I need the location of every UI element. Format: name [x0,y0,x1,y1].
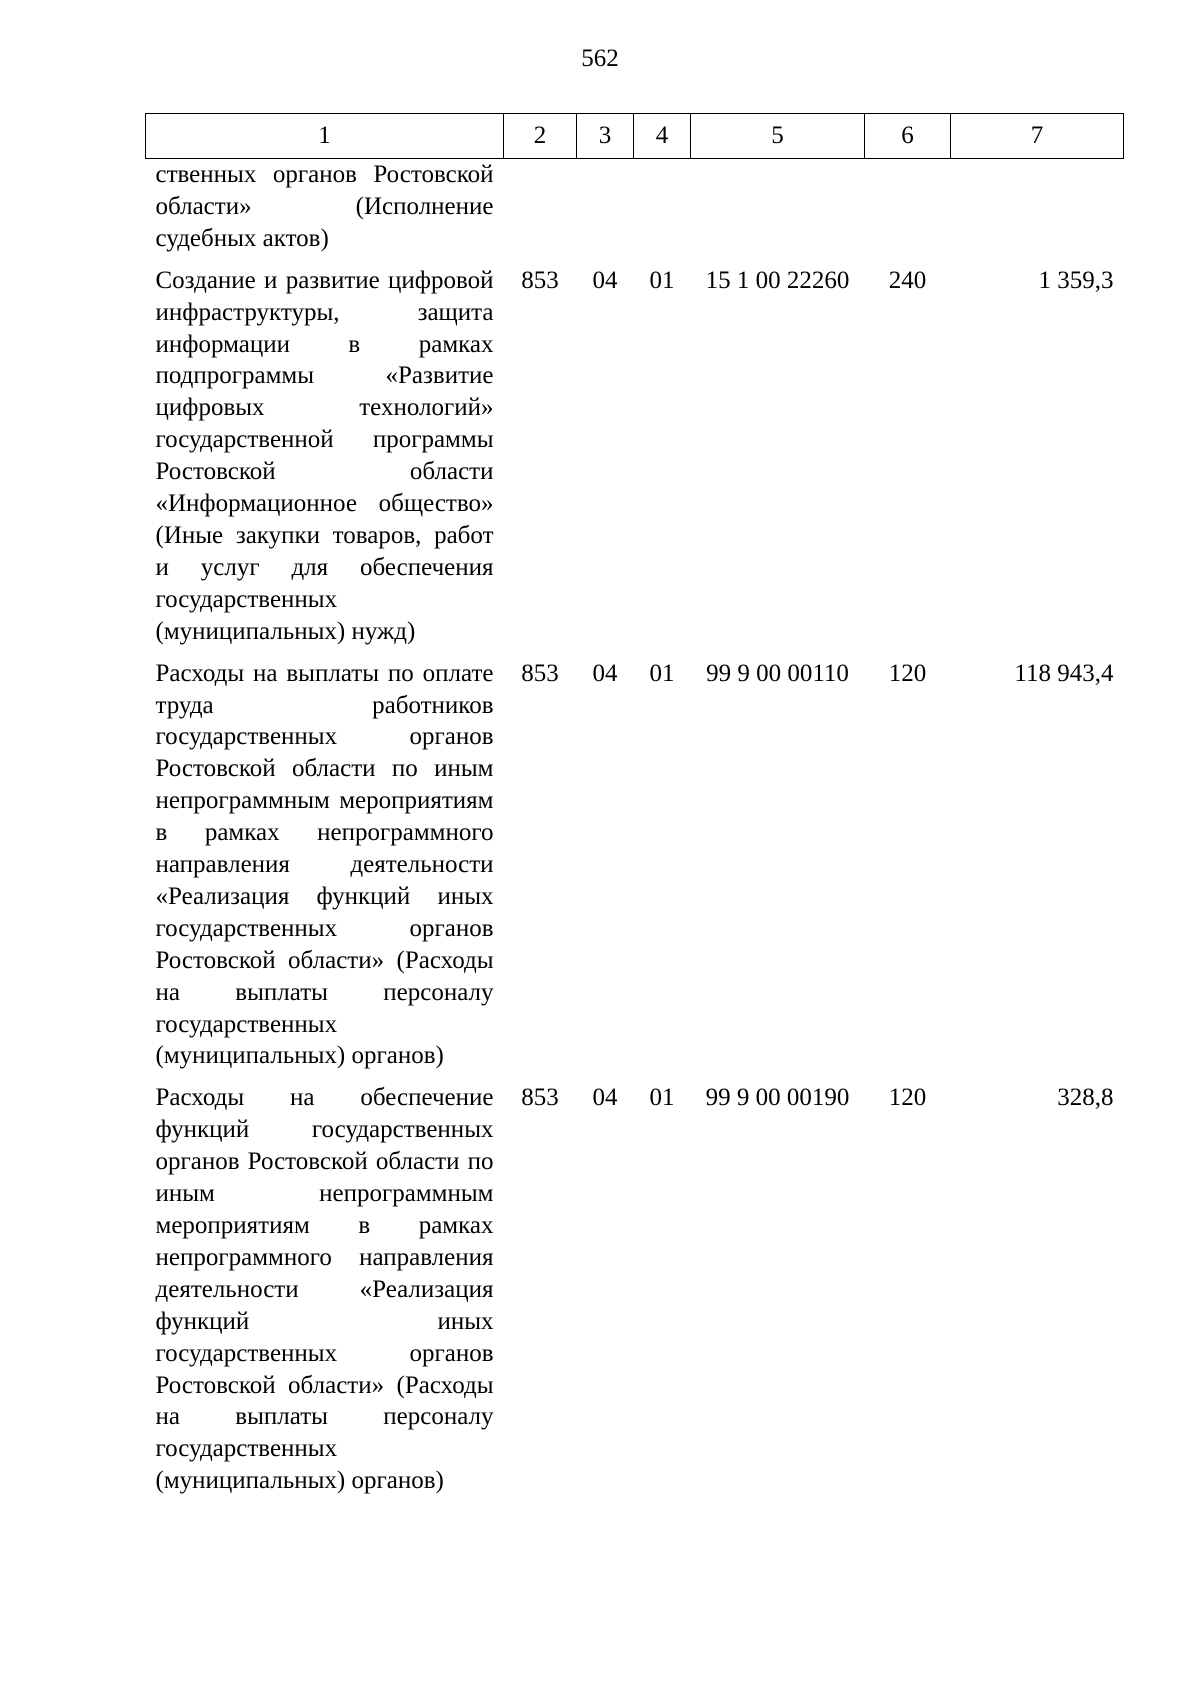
row-code-section: 04 [592,659,618,687]
row-description [146,159,504,255]
row-code-expense-type: 240 [888,266,927,294]
row-amount [951,159,1124,255]
row-code-expense-type: 120 [888,659,927,687]
row-code-target [691,159,865,255]
row-amount: 1 359,3 [1038,266,1114,294]
column-header-4: 4 [634,114,691,159]
row-description [146,648,504,1073]
row-amount: 118 943,4 [1014,659,1114,687]
table-row [146,648,1124,1073]
row-code-subsection: 01 [649,266,675,294]
column-header-2: 2 [504,114,577,159]
column-header-1: 1 [146,114,504,159]
column-header-7: 7 [951,114,1124,159]
column-header-3: 3 [577,114,634,159]
row-description [146,1072,504,1497]
page-number: 562 [581,45,619,72]
row-description [146,255,504,648]
row-code-ministry [504,159,577,255]
row-description-text: ственных органов Ростовской области» (Исполнение судебных актов) [155,161,494,252]
column-header-5: 5 [691,114,865,159]
table-row [146,159,1124,255]
row-code-section: 04 [592,266,618,294]
column-header-6: 6 [865,114,951,159]
row-code-expense-type: 120 [888,1084,927,1112]
row-code-ministry: 853 [521,1084,559,1112]
row-code-ministry: 853 [521,266,559,294]
table-row [146,255,1124,648]
row-description-text: Создание и развитие цифровой инфраструктуры, защита информации в рамках подпрограммы «Развитие цифровых технологий» государственной программы Ростовской области «Информационное общество» (Иные закупки товаров, работ и услуг для обеспечения государственных (муниципальных) нужд) [155,266,494,645]
row-code-expense-type [865,159,951,255]
row-code-target: 15 1 00 22260 [705,266,850,294]
budget-table [145,113,1124,1497]
row-code-subsection: 01 [649,1084,675,1112]
row-code-subsection: 01 [649,659,675,687]
row-code-section: 04 [592,1084,618,1112]
row-code-section [577,159,634,255]
row-code-subsection [634,159,691,255]
row-code-target: 99 9 00 00190 [705,1084,850,1112]
table-row [146,1072,1124,1497]
row-code-target: 99 9 00 00110 [706,659,849,687]
row-description-text: Расходы на обеспечение функций государственных органов Ростовской области по иным непрограммным мероприятиям в рамках непрограммного направления деятельности «Реализация функций иных государственных органов Ростовской области» (Расходы на выплаты персоналу государственных (муниципальных) органов) [155,1084,494,1495]
row-amount: 328,8 [1057,1084,1114,1112]
row-description-text: Расходы на выплаты по оплате труда работников государственных органов Ростовской области по иным непрограммным мероприятиям в рамках непрограммного направления деятельности «Реализация функций иных государственных органов Ростовской области» (Расходы на выплаты персоналу государственных (муниципальных) органов) [155,659,494,1070]
table-header-row [146,114,1124,159]
row-code-ministry: 853 [521,659,559,687]
